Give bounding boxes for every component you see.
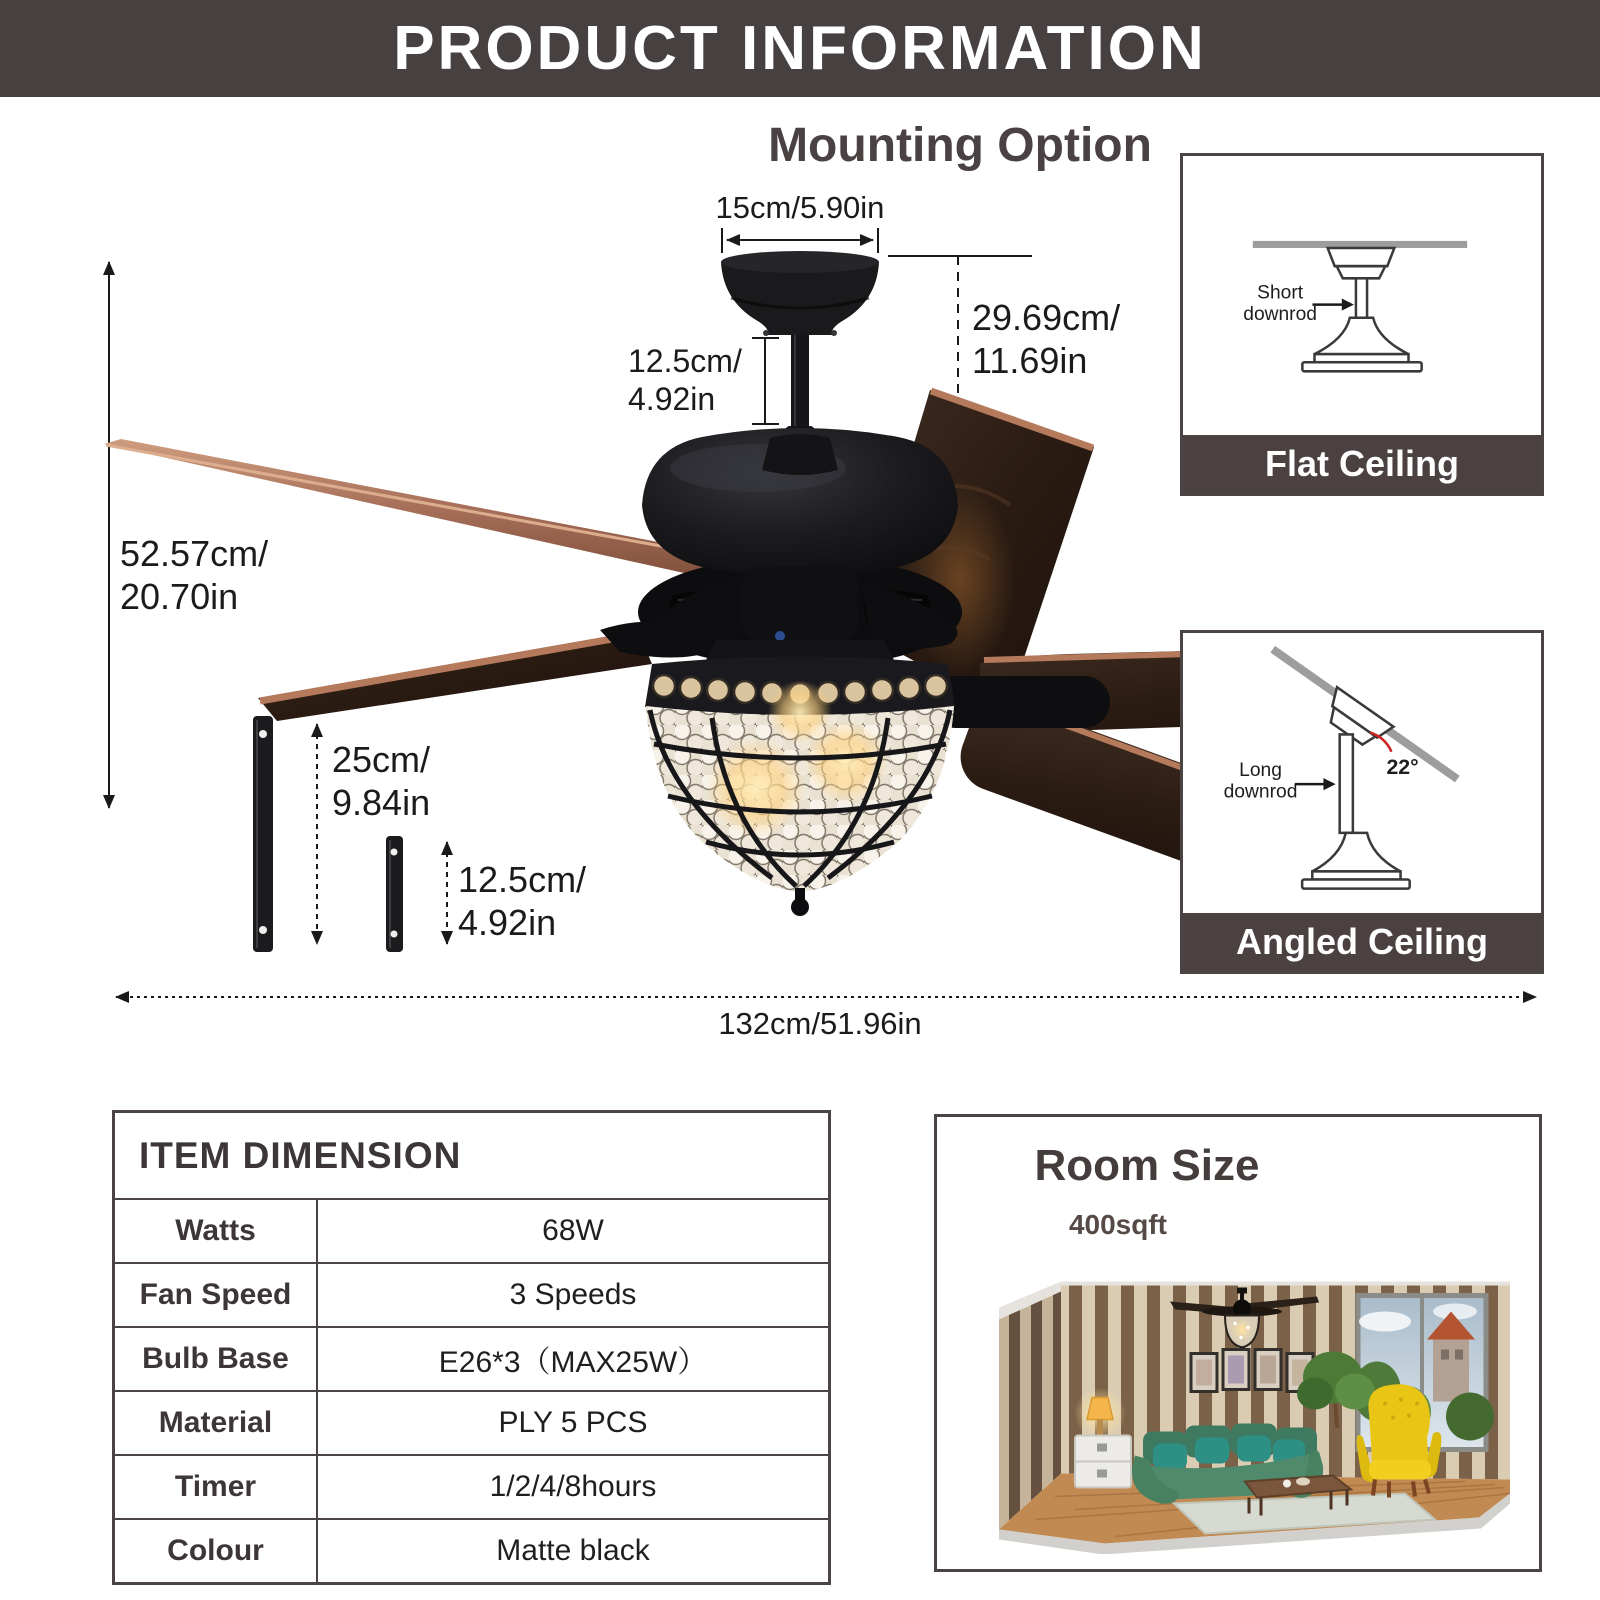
table-row: Colour Matte black <box>115 1520 828 1582</box>
room-size-box <box>934 1114 1542 1572</box>
table-title: ITEM DIMENSION <box>139 1134 462 1176</box>
fan-downrod <box>791 335 809 429</box>
fan-canopy <box>721 251 879 336</box>
room-illustration <box>965 1239 1515 1554</box>
flat-ceiling-box <box>1180 153 1544 496</box>
dim-rod-short: 12.5cm/ 4.92in <box>458 859 587 943</box>
table-row: Fan Speed 3 Speeds <box>115 1264 828 1328</box>
table-row: Watts 68W <box>115 1200 828 1264</box>
flat-ceiling-caption: Flat Ceiling <box>1183 435 1541 493</box>
svg-text:downrod: downrod <box>1243 303 1317 325</box>
short-downrod-label: Short <box>1257 282 1304 304</box>
table-row: Bulb Base E26*3（MAX25W） <box>115 1328 828 1392</box>
dim-canopy-width: 15cm/5.90in <box>715 190 885 225</box>
long-downrod-label: Long <box>1239 760 1282 782</box>
fan-light-fixture <box>645 640 955 916</box>
angled-ceiling-caption: Angled Ceiling <box>1183 913 1541 971</box>
table-header <box>115 1113 828 1200</box>
angled-ceiling-diagram <box>1183 633 1541 913</box>
downrod-short <box>386 836 403 952</box>
mounting-option-title: Mounting Option <box>768 119 1152 172</box>
svg-text:downrod: downrod <box>1223 781 1298 803</box>
fan-blade-lower-left <box>258 631 652 721</box>
dim-rod-long: 25cm/ 9.84in <box>332 739 431 823</box>
dim-blade-drop: 52.57cm/ 20.70in <box>120 533 269 617</box>
angle-value: 22° <box>1386 755 1419 780</box>
dim-attached-downrod: 12.5cm/ 4.92in <box>628 343 742 417</box>
downrod-long <box>253 716 273 952</box>
dim-fan-height: 29.69cm/ 11.69in <box>972 297 1121 381</box>
room-size-value: 400sqft <box>1068 1209 1168 1240</box>
flat-ceiling-diagram <box>1183 156 1541 435</box>
room-size-title: Room Size <box>1034 1141 1260 1190</box>
angled-ceiling-box <box>1180 630 1544 974</box>
page-title: PRODUCT INFORMATION <box>393 14 1207 83</box>
dim-total-width: 132cm/51.96in <box>718 1006 922 1041</box>
item-dimension-table <box>112 1110 831 1585</box>
table-row: Material PLY 5 PCS <box>115 1392 828 1456</box>
side-table-lamp <box>1074 1388 1131 1488</box>
table-row: Timer 1/2/4/8hours <box>115 1456 828 1520</box>
